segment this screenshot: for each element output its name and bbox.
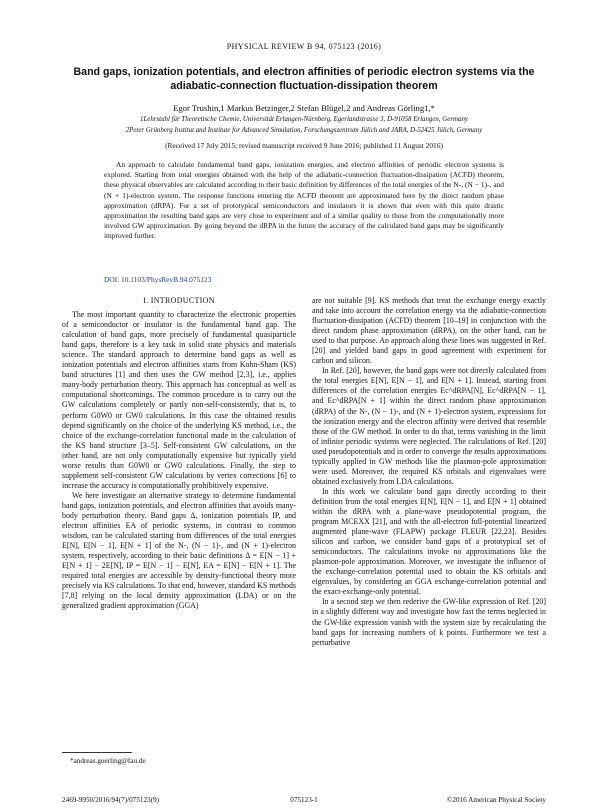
paragraph: In Ref. [20], however, the band gaps were not directly calculated from the total energies E[N], E[N − 1], and E[N + 1]. Instead, starting from differences of the correlation energies Ec^dRPA[N], Ec^dRPA[N − 1], and Ec^dRPA[N + 1] within the direct random phase approximation (dRPA) of the N-, (N − 1)-, and (N + 1)-electron system, expressions for the ionization energy and the electron affinity were derived that resemble those of the GW method. In order to do that, terms vanishing in the limit of infinite periodic systems were neglected. The calculations of Ref. [20] used pseudopotentials and in order to converge the results approximations typically applied in GW methods like the plasmon-pole approximation were used. Moreover, the required KS orbitals and eigenvalues were obtained exclusively from LDA calculations. bbox=[312, 366, 546, 486]
paragraph: The most important quantity to characterize the electronic properties of a semiconductor or insulator is the fundamental band gap. The calculation of band gaps, more precisely of fundamental quasiparticle band gaps, therefore is a key task in solid state physics and materials science. The standard approach to determine band gaps as well as ionization potentials and electron affinities starts from Kohn-Sham (KS) band structures [1] and then uses the GW method [2,3], i.e., applies many-body perturbation theory. This approach has conceptual as well as computational shortcomings. The common procedure is to carry out the GW calculations completely or partly non-self-consistently, that is, to perform G0W0 or GW0 calculations. In this case the obtained results depend significantly on the choice of the underlying KS method, i.e., the choice of the exchange-correlation functional made in the calculation of the KS band structure [3–5]. Self-consistent GW calculations, on the other hand, are not only computationally expensive but typically yield worse results than G0W0 or GW0 calculations. Finally, the step to supplement self-consistent GW calculations by vertex corrections [6] to increase the accuracy is computationally prohibitively expensive. bbox=[62, 310, 296, 490]
author-list: Egor Trushin,1 Markus Betzinger,2 Stefan Blügel,2 and Andreas Görling1,* bbox=[173, 103, 435, 113]
running-header: PHYSICAL REVIEW B 94, 075123 (2016) bbox=[226, 42, 382, 51]
section-heading: I. INTRODUCTION bbox=[143, 296, 215, 305]
affiliation-1: 1Lehrstuhl für Theoretische Chemie, Universität Erlangen-Nürnberg, Egerlandstrasse 3, D-91058 Erlangen, Germany bbox=[140, 116, 468, 123]
footer-copyright: ©2016 American Physical Society bbox=[446, 796, 546, 804]
left-column bbox=[62, 296, 296, 611]
affiliation-2: 2Peter Grünberg Institut and Institute for Advanced Simulation, Forschungszentrum Jülich and JARA, D-52425 Jülich, Germany bbox=[125, 127, 483, 134]
received-dates: (Received 17 July 2015; revised manuscript received 9 June 2016; published 11 August 2016) bbox=[165, 141, 443, 150]
corresponding-author-email[interactable]: *andreas.goerling@fau.de bbox=[70, 757, 146, 765]
right-column bbox=[312, 296, 546, 648]
doi-line[interactable] bbox=[104, 275, 211, 284]
paragraph: We here investigate an alternative strategy to determine fundamental band gaps, ionization potentials, and electron affinities that avoids many-body perturbation theory. Band gaps Δ, ionization potentials IP, and electron affinities EA of periodic systems, in contrast to common wisdom, can be calculated starting from differences of the total energies E[N], E[N − 1], E[N + 1] of the N-, (N − 1)-, and (N + 1)-electron system, respectively, according to their basic definitions Δ = E[N − 1] + E[N + 1] − 2E[N], IP = E[N − 1] − E[N], EA = E[N] − E[N + 1]. The required total energies are accessible by density-functional theory more precisely via KS calculations. To that end, however, standard KS methods [7,8] relying on the local density approximation (LDA) or on the generalized gradient approximation (GGA) bbox=[62, 490, 296, 611]
footer-issn: 2469-9950/2016/94(7)/075123(9) bbox=[62, 796, 160, 804]
paragraph: In this work we calculate band gaps directly according to their definition from the total energies E[N], E[N − 1], and E[N + 1] obtained within the dRPA with a plane-wave pseudopotential program, the program MCEXX [21], and with the all-electron full-potential linearized augmented plane-wave (FLAPW) package FLEUR [22,23]. Besides silicon and carbon, we consider band gaps of a prototypical set of semiconductors. The calculations invoke no approximations like the plasmon-pole approximation. Moreover, we investigate the influence of the exchange-correlation potential used to obtain the KS orbitals and eigenvalues, by considering an GGA exchange-correlation potential and the exact-exchange-only potential. bbox=[312, 486, 546, 597]
paragraph: are not suitable [9]. KS methods that treat the exchange energy exactly and take into account the correlation energy via the adiabatic-connection fluctuation-dissipation (ACFD) theorem [10–19] in conjunction with the direct random phase approximation (dRPA), on the other hand, can be used to that purpose. An approach along these lines was suggested in Ref. [20] and yielded band gaps in good agreement with experiment for carbon and silicon. bbox=[312, 296, 546, 366]
doi-link[interactable]: DOI: 10.1103/PhysRevB.94.075123 bbox=[104, 275, 212, 284]
footer-page-number: 075123-1 bbox=[290, 796, 318, 804]
paper-title: Band gaps, ionization potentials, and electron affinities of periodic electron systems via the adiabatic-connection fluctuation-dissipation theorem bbox=[73, 66, 535, 92]
footnote-divider bbox=[62, 752, 132, 753]
abstract: An approach to calculate fundamental band gaps, ionization energies, and electron affinities of periodic electron systems is explored. Starting from total energies obtained with the help of the adiabatic-connection fluctuation-dissipation (ACFD) theorem, these physical observables are calculated according to their basic definition by differences of the total energies of the N-, (N − 1)-, and (N + 1)-electron system. The response functions entering the ACFD theorem are approximated here by the direct random phase approximation (dRPA). For a set of prototypical semiconductors and insulators it is shown that even with this quite drastic approximation the resulting band gaps are very close to experiment and of a similar quality to those from the computationally more involved GW approximation. By going beyond the dRPA in the future the accuracy of the calculated band gaps may be significantly improved further. bbox=[104, 160, 504, 241]
paragraph: In a second step we then rederive the GW-like expression of Ref. [20] in a slightly different way and investigate how fast the terms neglected in the GW-like expression vanish with the system size by recalculating the band gaps for increasing numbers of k points. Furthermore we test a perturbative bbox=[312, 597, 546, 647]
